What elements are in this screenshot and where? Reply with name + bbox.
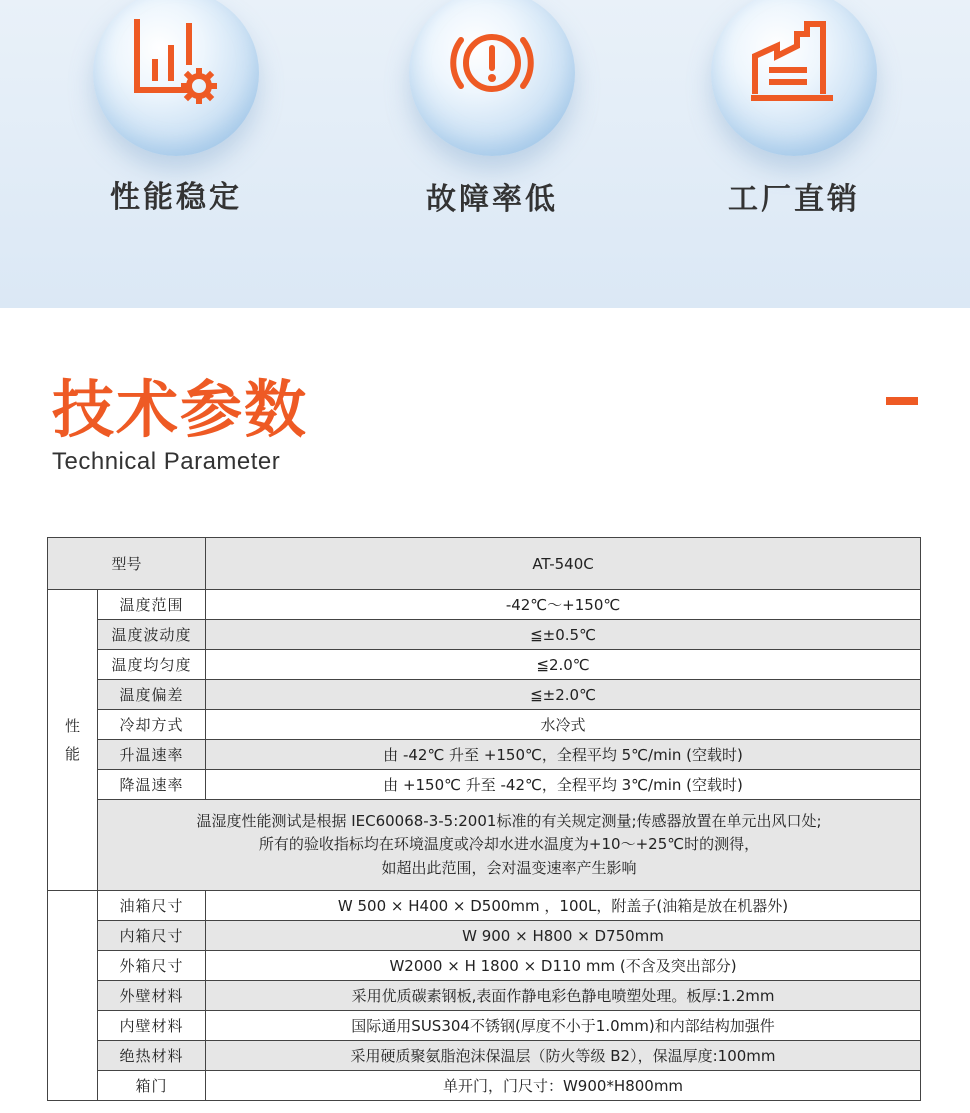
row-key: 绝热材料 [98, 1041, 206, 1071]
row-key: 温度波动度 [98, 620, 206, 650]
feature-label: 故障率低 [426, 182, 558, 217]
row-key: 箱门 [98, 1071, 206, 1101]
model-value: AT-540C [206, 538, 921, 590]
row-value: 由 -42℃ 升至 +150℃，全程平均 5℃/min (空载时) [206, 740, 921, 770]
section-title: 技术参数 [52, 373, 309, 446]
table-row [48, 891, 921, 921]
table-row [48, 1071, 921, 1101]
table-row [48, 951, 921, 981]
row-value: 采用硬质聚氨脂泡沫保温层（防火等级 B2），保温厚度:100mm [206, 1041, 921, 1071]
accent-dash [886, 397, 918, 405]
table-row [48, 1041, 921, 1071]
row-key: 温度均匀度 [98, 650, 206, 680]
row-key: 内箱尺寸 [98, 921, 206, 951]
chart-gear-icon [131, 18, 221, 108]
row-key: 升温速率 [98, 740, 206, 770]
feature-bubble [711, 0, 877, 156]
table-row [48, 981, 921, 1011]
row-value: 采用优质碳素钢板,表面作静电彩色静电喷塑处理。板厚:1.2mm [206, 981, 921, 1011]
row-value: 国际通用SUS304不锈钢(厚度不小于1.0mm)和内部结构加强件 [206, 1011, 921, 1041]
performance-group-cell [48, 590, 98, 891]
table-row [48, 740, 921, 770]
row-key: 冷却方式 [98, 710, 206, 740]
row-value: W 900 × H800 × D750mm [206, 921, 921, 951]
feature-label: 性能稳定 [110, 180, 242, 215]
note-line: 温湿度性能测试是根据 IEC60068-3-5:2001标准的有关规定测量;传感器放置在单元出风口处; [196, 812, 822, 831]
row-value: ≦±0.5℃ [206, 620, 921, 650]
feature-label: 工厂直销 [728, 182, 860, 217]
row-value: 水冷式 [206, 710, 921, 740]
table-row [48, 590, 921, 620]
row-value: W2000 × H 1800 × D110 mm (不含及突出部分) [206, 951, 921, 981]
feature-band [0, 0, 970, 308]
performance-group-label: 性能 [64, 716, 80, 763]
row-value: 单开门，门尺寸：W900*H800mm [206, 1071, 921, 1101]
section-subtitle: Technical Parameter [52, 448, 281, 475]
row-key: 降温速率 [98, 770, 206, 800]
table-row [48, 650, 921, 680]
table-row [48, 921, 921, 951]
feature-bubble [409, 0, 575, 156]
row-value: -42℃～+150℃ [206, 590, 921, 620]
row-key: 外箱尺寸 [98, 951, 206, 981]
table-header-row [48, 538, 921, 590]
row-key: 外壁材料 [98, 981, 206, 1011]
row-value: W 500 × H400 × D500mm ，100L，附盖子(油箱是放在机器外) [206, 891, 921, 921]
structure-group-cell [48, 891, 98, 1101]
row-key: 内壁材料 [98, 1011, 206, 1041]
table-row [48, 680, 921, 710]
table-row [48, 1011, 921, 1041]
row-key: 温度偏差 [98, 680, 206, 710]
factory-icon [749, 18, 839, 108]
alert-circle-icon [447, 18, 537, 108]
feature-bubble [93, 0, 259, 156]
table-row [48, 620, 921, 650]
table-row [48, 710, 921, 740]
row-key: 油箱尺寸 [98, 891, 206, 921]
performance-note [98, 800, 921, 891]
model-key: 型号 [48, 538, 206, 590]
note-line: 所有的验收指标均在环境温度或冷却水进水温度为+10～+25℃时的测得， [258, 835, 760, 854]
parameter-table [47, 537, 921, 1101]
row-value: ≦±2.0℃ [206, 680, 921, 710]
note-line: 如超出此范围，会对温变速率产生影响 [381, 858, 637, 877]
note-row [48, 800, 921, 891]
row-value: 由 +150℃ 升至 -42℃，全程平均 3℃/min (空载时) [206, 770, 921, 800]
row-value: ≦2.0℃ [206, 650, 921, 680]
table-row [48, 770, 921, 800]
row-key: 温度范围 [98, 590, 206, 620]
